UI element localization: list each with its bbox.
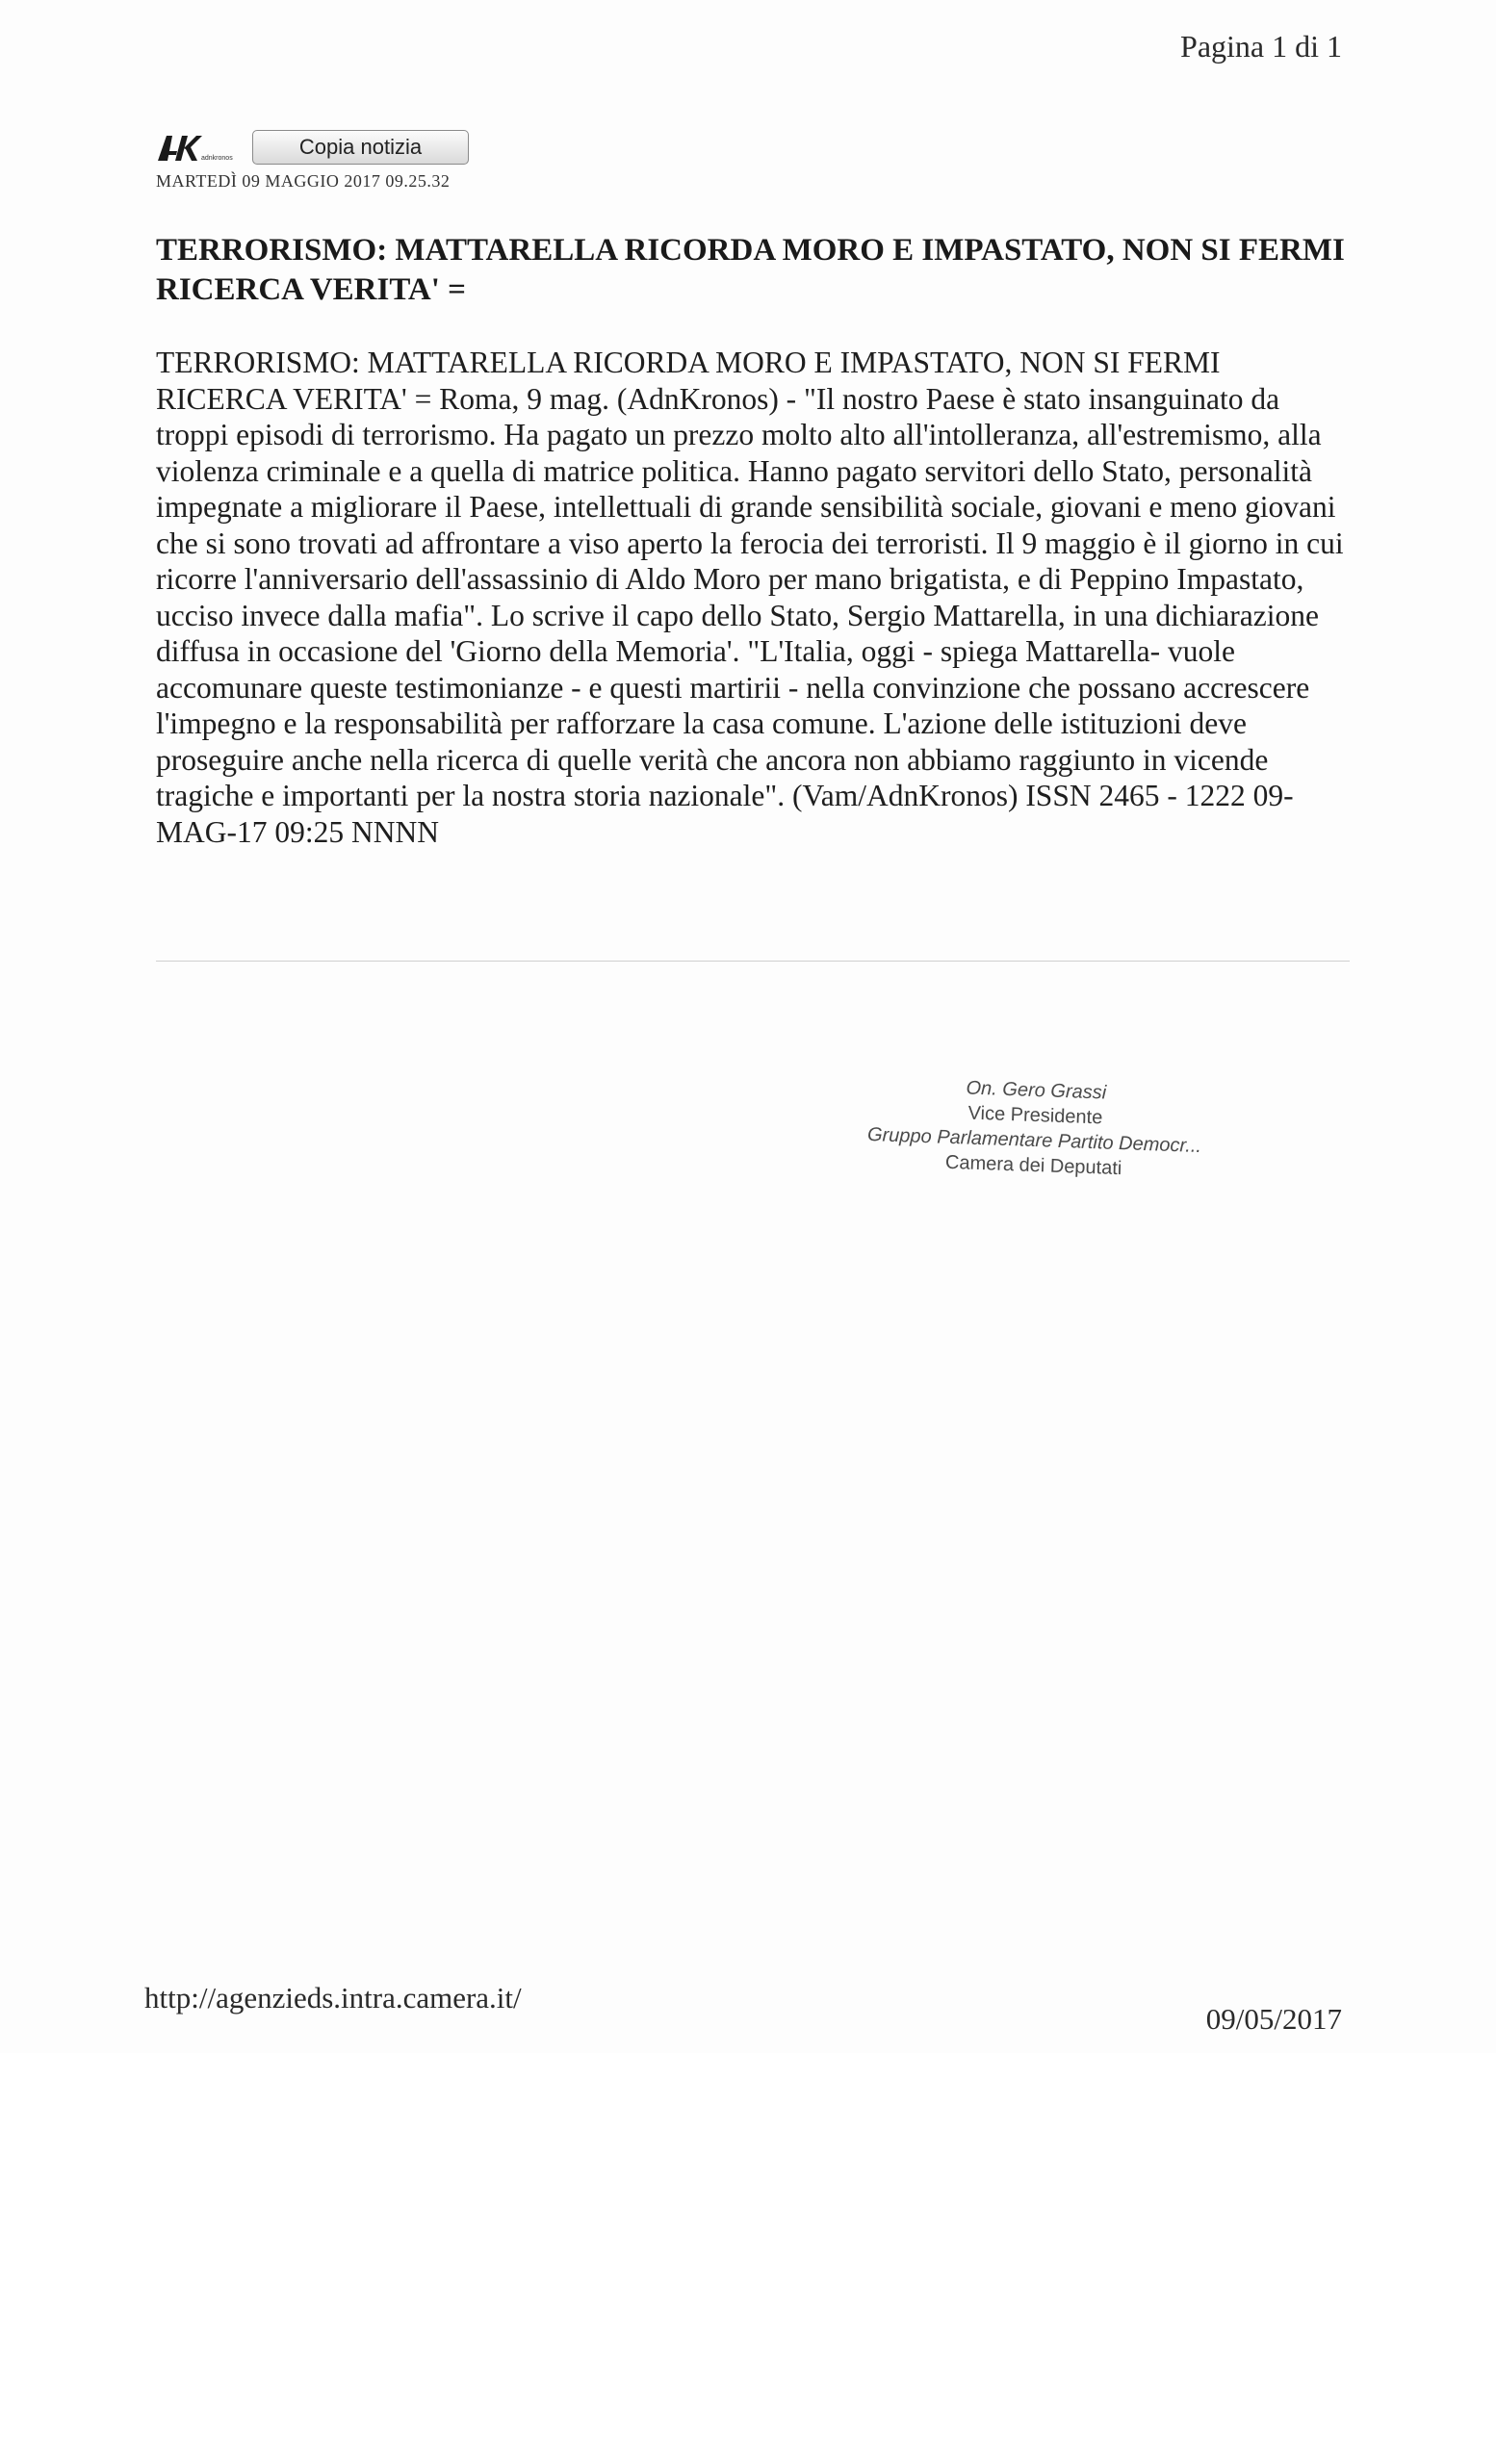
footer-date: 09/05/2017 <box>1205 2002 1342 2036</box>
logo-wordmark: adnkronos <box>201 155 233 162</box>
stamp-name: On. Gero Grassi <box>966 1077 1107 1104</box>
stamp-group: Gruppo Parlamentare Partito Democr... <box>866 1123 1202 1158</box>
official-stamp <box>840 1071 1228 1185</box>
footer-url: http://agenzieds.intra.camera.it/ <box>144 1981 522 2015</box>
copy-news-button[interactable]: Copia notizia <box>252 130 469 165</box>
stamp-role: Vice Presidente <box>967 1102 1103 1129</box>
article-headline: TERRORISMO: MATTARELLA RICORDA MORO E IMPASTATO, NON SI FERMI RICERCA VERITA' = <box>156 233 1345 307</box>
divider <box>156 961 1350 962</box>
stamp-chamber: Camera dei Deputati <box>944 1151 1122 1180</box>
page-number: Pagina 1 di 1 <box>1180 29 1342 64</box>
dateline: MARTEDÌ 09 MAGGIO 2017 09.25.32 <box>156 171 451 191</box>
article-body: TERRORISMO: MATTARELLA RICORDA MORO E IMPASTATO, NON SI FERMI RICERCA VERITA' = Roma, 9 mag. (AdnKronos) - "Il nostro Paese è stato insanguinato da troppi episodi di terrorismo. Ha pagato un prezzo molto alto all'intolleranza, all'estremismo, alla violenza criminale e a quella di matrice politica. Hanno pagato servitori dello Stato, personalità impegnate a migliorare il Paese, intellettuali di grande sensibilità sociale, giovani e meno giovani che si sono trovati ad affrontare a viso aperto la ferocia dei terroristi. Il 9 maggio è il giorno in cui ricorre l'anniversario dell'assassinio di Aldo Moro per mano brigatista, e di Peppino Impastato, ucciso invece dalla mafia". Lo scrive il capo dello Stato, Sergio Mattarella, in una dichiarazione diffusa in occasione del 'Giorno della Memoria'. "L'Italia, oggi - spiega Mattarella- vuole accomunare queste testimonianze - e questi martirii - nella convinzione che possano accrescere l'impegno e la responsabilità per rafforzare la casa comune. L'azione delle istituzioni deve proseguire anche nella ricerca di quelle verità che ancora non abbiamo raggiunto in vicende tragiche e importanti per la nostra storia nazionale". (Vam/AdnKronos) ISSN 2465 - 1222 09-MAG-17 09:25 NNNN <box>156 346 1344 849</box>
adnkronos-logo <box>156 134 247 163</box>
